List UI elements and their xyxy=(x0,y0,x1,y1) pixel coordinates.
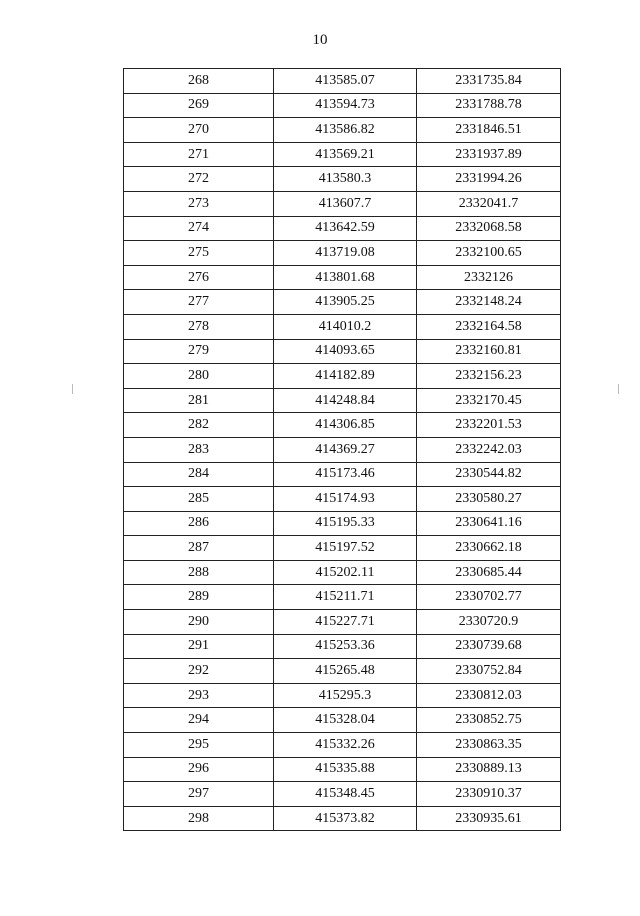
point-number-cell: 279 xyxy=(124,339,274,364)
coordinates-table xyxy=(123,68,561,831)
table-row xyxy=(124,634,561,659)
scan-edge-mark-right xyxy=(618,384,619,394)
table-row xyxy=(124,388,561,413)
table-row xyxy=(124,191,561,216)
y-coordinate-cell: 2331937.89 xyxy=(417,142,561,167)
table-row xyxy=(124,536,561,561)
y-coordinate-cell: 2330889.13 xyxy=(417,757,561,782)
table-row xyxy=(124,437,561,462)
x-coordinate-cell: 414369.27 xyxy=(274,437,417,462)
y-coordinate-cell: 2330910.37 xyxy=(417,782,561,807)
table-row xyxy=(124,487,561,512)
point-number-cell: 289 xyxy=(124,585,274,610)
y-coordinate-cell: 2330739.68 xyxy=(417,634,561,659)
y-coordinate-cell: 2332156.23 xyxy=(417,364,561,389)
point-number-cell: 293 xyxy=(124,683,274,708)
y-coordinate-cell: 2332126 xyxy=(417,265,561,290)
y-coordinate-cell: 2332160.81 xyxy=(417,339,561,364)
y-coordinate-cell: 2332242.03 xyxy=(417,437,561,462)
table-row xyxy=(124,216,561,241)
point-number-cell: 274 xyxy=(124,216,274,241)
table-row xyxy=(124,241,561,266)
y-coordinate-cell: 2330544.82 xyxy=(417,462,561,487)
y-coordinate-cell: 2330685.44 xyxy=(417,560,561,585)
point-number-cell: 296 xyxy=(124,757,274,782)
x-coordinate-cell: 413801.68 xyxy=(274,265,417,290)
x-coordinate-cell: 415173.46 xyxy=(274,462,417,487)
x-coordinate-cell: 415195.33 xyxy=(274,511,417,536)
y-coordinate-cell: 2331994.26 xyxy=(417,167,561,192)
table-row xyxy=(124,364,561,389)
x-coordinate-cell: 415295.3 xyxy=(274,683,417,708)
x-coordinate-cell: 415174.93 xyxy=(274,487,417,512)
x-coordinate-cell: 413607.7 xyxy=(274,191,417,216)
point-number-cell: 276 xyxy=(124,265,274,290)
point-number-cell: 287 xyxy=(124,536,274,561)
x-coordinate-cell: 413594.73 xyxy=(274,93,417,118)
y-coordinate-cell: 2331846.51 xyxy=(417,118,561,143)
table-row xyxy=(124,708,561,733)
point-number-cell: 277 xyxy=(124,290,274,315)
x-coordinate-cell: 415328.04 xyxy=(274,708,417,733)
point-number-cell: 271 xyxy=(124,142,274,167)
point-number-cell: 295 xyxy=(124,733,274,758)
x-coordinate-cell: 415265.48 xyxy=(274,659,417,684)
x-coordinate-cell: 415373.82 xyxy=(274,806,417,831)
table-row xyxy=(124,69,561,94)
y-coordinate-cell: 2330812.03 xyxy=(417,683,561,708)
x-coordinate-cell: 414306.85 xyxy=(274,413,417,438)
page-number: 10 xyxy=(312,32,328,48)
coordinates-table-body xyxy=(124,69,561,831)
x-coordinate-cell: 415332.26 xyxy=(274,733,417,758)
x-coordinate-cell: 413580.3 xyxy=(274,167,417,192)
table-row xyxy=(124,142,561,167)
y-coordinate-cell: 2332170.45 xyxy=(417,388,561,413)
y-coordinate-cell: 2331735.84 xyxy=(417,69,561,94)
x-coordinate-cell: 413569.21 xyxy=(274,142,417,167)
y-coordinate-cell: 2330580.27 xyxy=(417,487,561,512)
y-coordinate-cell: 2331788.78 xyxy=(417,93,561,118)
y-coordinate-cell: 2330935.61 xyxy=(417,806,561,831)
y-coordinate-cell: 2330852.75 xyxy=(417,708,561,733)
point-number-cell: 268 xyxy=(124,69,274,94)
x-coordinate-cell: 414093.65 xyxy=(274,339,417,364)
point-number-cell: 291 xyxy=(124,634,274,659)
table-row xyxy=(124,290,561,315)
point-number-cell: 283 xyxy=(124,437,274,462)
point-number-cell: 275 xyxy=(124,241,274,266)
point-number-cell: 290 xyxy=(124,610,274,635)
x-coordinate-cell: 414182.89 xyxy=(274,364,417,389)
point-number-cell: 282 xyxy=(124,413,274,438)
x-coordinate-cell: 415227.71 xyxy=(274,610,417,635)
point-number-cell: 292 xyxy=(124,659,274,684)
y-coordinate-cell: 2330641.16 xyxy=(417,511,561,536)
x-coordinate-cell: 414248.84 xyxy=(274,388,417,413)
y-coordinate-cell: 2332201.53 xyxy=(417,413,561,438)
x-coordinate-cell: 415335.88 xyxy=(274,757,417,782)
y-coordinate-cell: 2330702.77 xyxy=(417,585,561,610)
table-row xyxy=(124,610,561,635)
point-number-cell: 270 xyxy=(124,118,274,143)
point-number-cell: 286 xyxy=(124,511,274,536)
y-coordinate-cell: 2332148.24 xyxy=(417,290,561,315)
point-number-cell: 272 xyxy=(124,167,274,192)
y-coordinate-cell: 2332164.58 xyxy=(417,314,561,339)
table-row xyxy=(124,314,561,339)
y-coordinate-cell: 2330863.35 xyxy=(417,733,561,758)
table-row xyxy=(124,413,561,438)
table-row xyxy=(124,511,561,536)
x-coordinate-cell: 413719.08 xyxy=(274,241,417,266)
point-number-cell: 273 xyxy=(124,191,274,216)
point-number-cell: 294 xyxy=(124,708,274,733)
table-row xyxy=(124,782,561,807)
table-row xyxy=(124,265,561,290)
point-number-cell: 278 xyxy=(124,314,274,339)
point-number-cell: 285 xyxy=(124,487,274,512)
table-row xyxy=(124,806,561,831)
y-coordinate-cell: 2332041.7 xyxy=(417,191,561,216)
table-row xyxy=(124,733,561,758)
x-coordinate-cell: 415197.52 xyxy=(274,536,417,561)
x-coordinate-cell: 415253.36 xyxy=(274,634,417,659)
y-coordinate-cell: 2330752.84 xyxy=(417,659,561,684)
x-coordinate-cell: 413642.59 xyxy=(274,216,417,241)
point-number-cell: 280 xyxy=(124,364,274,389)
table-row xyxy=(124,167,561,192)
point-number-cell: 284 xyxy=(124,462,274,487)
x-coordinate-cell: 414010.2 xyxy=(274,314,417,339)
x-coordinate-cell: 415211.71 xyxy=(274,585,417,610)
y-coordinate-cell: 2330720.9 xyxy=(417,610,561,635)
y-coordinate-cell: 2330662.18 xyxy=(417,536,561,561)
point-number-cell: 281 xyxy=(124,388,274,413)
y-coordinate-cell: 2332100.65 xyxy=(417,241,561,266)
table-row xyxy=(124,462,561,487)
point-number-cell: 288 xyxy=(124,560,274,585)
x-coordinate-cell: 415348.45 xyxy=(274,782,417,807)
table-row xyxy=(124,757,561,782)
x-coordinate-cell: 415202.11 xyxy=(274,560,417,585)
table-row xyxy=(124,683,561,708)
y-coordinate-cell: 2332068.58 xyxy=(417,216,561,241)
x-coordinate-cell: 413585.07 xyxy=(274,69,417,94)
x-coordinate-cell: 413586.82 xyxy=(274,118,417,143)
table-row xyxy=(124,585,561,610)
table-row xyxy=(124,659,561,684)
point-number-cell: 298 xyxy=(124,806,274,831)
table-row xyxy=(124,93,561,118)
table-row xyxy=(124,560,561,585)
table-row xyxy=(124,339,561,364)
point-number-cell: 297 xyxy=(124,782,274,807)
table-row xyxy=(124,118,561,143)
scan-edge-mark-left xyxy=(72,384,73,394)
x-coordinate-cell: 413905.25 xyxy=(274,290,417,315)
point-number-cell: 269 xyxy=(124,93,274,118)
